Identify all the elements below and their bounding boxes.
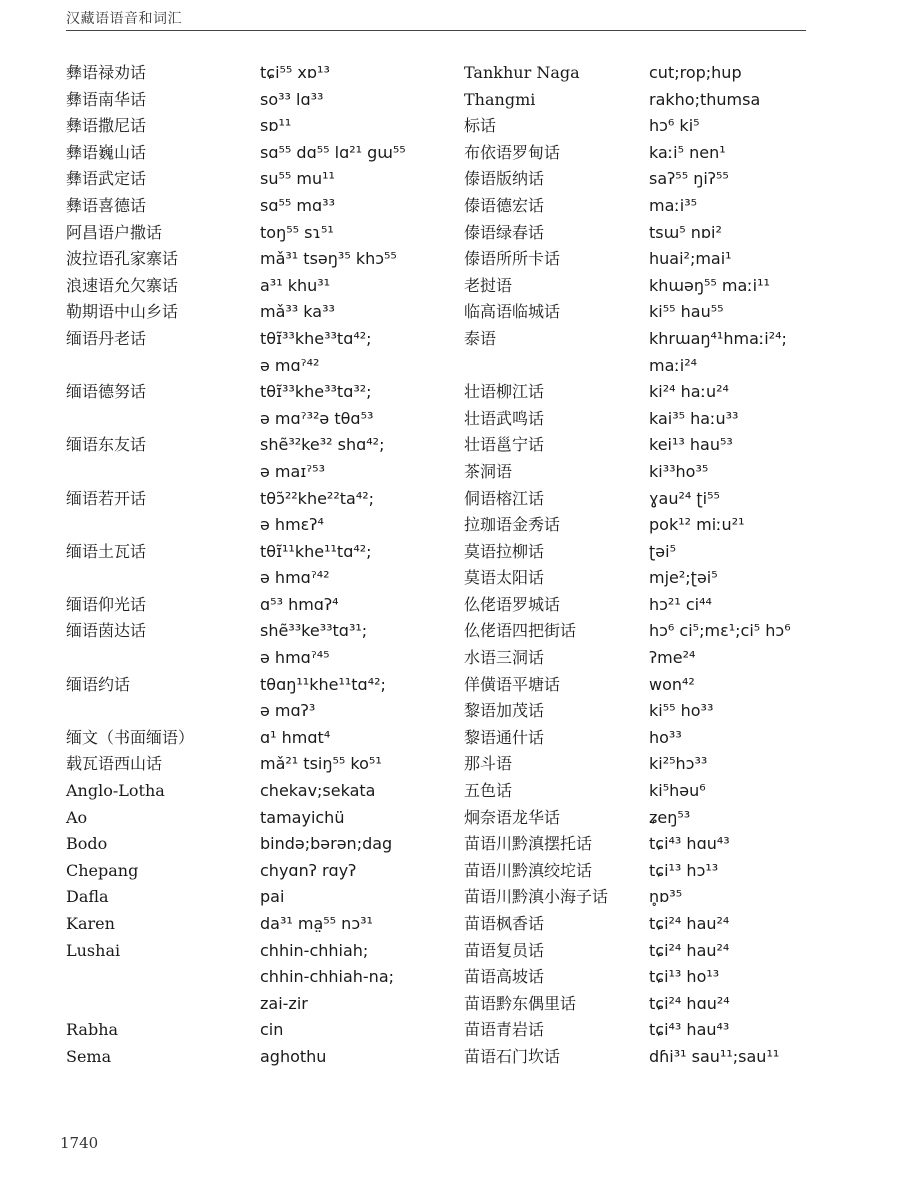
word-forms [260, 140, 406, 167]
language-name: 泰语 [464, 328, 497, 348]
language-name: 苗语石门坎话 [464, 1046, 561, 1066]
word-forms [649, 778, 706, 805]
language-name: 傣语德宏话 [464, 195, 545, 215]
language-name: 老挝语 [464, 275, 513, 295]
language-name: 黎语加茂话 [464, 701, 545, 721]
lexicon-entry [66, 831, 446, 858]
word-forms [649, 964, 719, 991]
word-forms [649, 672, 695, 699]
word-forms [260, 911, 373, 938]
word-forms [260, 193, 335, 220]
word-forms [260, 486, 374, 539]
language-name: 缅语土瓦话 [66, 541, 147, 561]
lexicon-entry [464, 539, 884, 566]
language-name: 仫佬语四把街话 [464, 621, 577, 641]
language-name: 波拉语孔家寨话 [66, 249, 179, 269]
lexicon-entry [66, 220, 446, 247]
language-name: 标话 [464, 116, 497, 136]
lexicon-entry [66, 246, 446, 273]
word-form: tamayichü [260, 807, 345, 827]
word-form: tɕi²⁴ hau²⁴ [649, 914, 730, 933]
lexicon-entry [66, 884, 446, 911]
language-name: 拉珈语金秀话 [464, 515, 561, 535]
lexicon-entry [464, 512, 884, 539]
lexicon-entry [464, 379, 884, 406]
word-form: chhin-chhiah; [260, 940, 369, 960]
language-name: 缅语丹老话 [66, 328, 147, 348]
lexicon-entry [66, 858, 446, 885]
language-name: Chepang [66, 860, 139, 880]
language-name: 侗语榕江话 [464, 488, 545, 508]
language-name: 五色话 [464, 781, 513, 801]
word-form: n̥ɒ³⁵ [649, 887, 683, 907]
lexicon-entry [464, 565, 884, 592]
lexicon-entry [66, 1017, 446, 1044]
word-forms [649, 725, 682, 752]
word-forms [260, 938, 394, 1018]
word-form: ɣau²⁴ ʈi⁵⁵ [649, 488, 720, 508]
word-forms [649, 60, 742, 87]
lexicon-entry [66, 592, 446, 619]
lexicon-entry [66, 193, 446, 220]
word-form: tɕi⁴³ hau⁴³ [649, 1020, 730, 1040]
lexicon-entry [464, 220, 884, 247]
language-name: Dafla [66, 887, 109, 907]
word-forms [649, 565, 718, 592]
lexicon-entry [464, 592, 884, 619]
lexicon-entry [464, 166, 884, 193]
word-forms [260, 805, 344, 832]
word-forms [260, 432, 384, 485]
lexicon-entry [66, 778, 446, 805]
word-form: tɕi⁴³ hɑu⁴³ [649, 834, 730, 854]
word-forms [649, 592, 712, 619]
language-name: 缅语茵达话 [66, 621, 147, 641]
word-form: hɔ⁶ ki⁵ [649, 116, 700, 136]
word-forms [260, 858, 356, 885]
lexicon-entry [464, 645, 884, 672]
word-form: da³¹ ma̤⁵⁵ nɔ³¹ [260, 914, 373, 933]
lexicon-entry [464, 778, 884, 805]
lexicon-entry [66, 539, 446, 592]
lexicon-entry [464, 193, 884, 220]
word-forms [649, 432, 733, 459]
language-name: 莫语拉柳话 [464, 541, 545, 561]
word-form: ki⁵⁵ hau⁵⁵ [649, 302, 724, 322]
word-forms [260, 539, 372, 592]
language-name: 临高语临城话 [464, 302, 561, 322]
word-form: maːi³⁵ [649, 195, 698, 215]
lexicon-entry [66, 938, 446, 1018]
word-form: ki³³ho³⁵ [649, 461, 709, 481]
lexicon-entry [66, 299, 446, 326]
lexicon-entry [464, 884, 884, 911]
word-forms [649, 299, 724, 326]
language-name: 苗语复员话 [464, 940, 545, 960]
word-form: tθɪ̃³³khe³³tɑ³²; [260, 382, 372, 402]
language-name: 彝语禄劝话 [66, 63, 147, 82]
word-form: saʔ⁵⁵ ŋiʔ⁵⁵ [649, 169, 729, 189]
lexicon-entry [464, 725, 884, 752]
language-name: Sema [66, 1046, 112, 1066]
lexicon-entry [464, 911, 884, 938]
language-name: 载瓦语西山话 [66, 754, 163, 774]
word-forms [649, 379, 729, 406]
lexicon-entry [66, 725, 446, 752]
word-form: so³³ lɑ³³ [260, 89, 324, 109]
page-number: 1740 [60, 1134, 99, 1152]
word-form: chekav;sekata [260, 781, 376, 801]
word-forms [260, 326, 372, 379]
lexicon-entry [66, 486, 446, 539]
word-form: ə mɑˀ⁴² [260, 355, 320, 375]
word-form: tɕi¹³ hɔ¹³ [649, 860, 719, 880]
word-forms [260, 1017, 283, 1044]
word-form: mǎ³¹ tsəŋ³⁵ khɔ⁵⁵ [260, 249, 397, 269]
lexicon-entry [464, 672, 884, 699]
word-form: tθɪ̃¹¹khe¹¹tɑ⁴²; [260, 541, 372, 561]
lexicon-entry [464, 751, 884, 778]
word-form: aghothu [260, 1046, 327, 1066]
word-forms [649, 166, 729, 193]
word-form: ɑ⁵³ hmɑʔ⁴ [260, 594, 339, 614]
word-form: chhin-chhiah-na; [260, 967, 395, 987]
word-forms [260, 672, 386, 725]
word-forms [649, 246, 732, 273]
word-forms [649, 140, 726, 167]
language-name: 炯奈语龙华话 [464, 807, 561, 827]
word-form: ə mɑˀ³²ə tθɑ⁵³ [260, 408, 374, 428]
word-form: sɒ¹¹ [260, 116, 292, 136]
word-form: shẽ³²ke³² shɑ⁴²; [260, 435, 385, 455]
word-form: toŋ⁵⁵ sɿ⁵¹ [260, 222, 334, 242]
word-forms [649, 113, 700, 140]
language-name: 浪速语允欠寨话 [66, 275, 179, 295]
word-forms [260, 751, 382, 778]
word-form: ki²⁴ haːu²⁴ [649, 382, 729, 402]
language-name: 那斗语 [464, 754, 513, 774]
word-form: khɯəŋ⁵⁵ maːi¹¹ [649, 275, 770, 295]
lexicon-entry [66, 166, 446, 193]
word-forms [649, 858, 718, 885]
lexicon-entry [66, 273, 446, 300]
lexicon-entry [464, 406, 884, 433]
word-form: maːi²⁴ [649, 355, 698, 375]
word-forms [260, 166, 335, 193]
word-forms [649, 618, 791, 645]
language-name: 布依语罗甸话 [464, 142, 561, 162]
word-form: chyɑnʔ rɑyʔ [260, 860, 357, 880]
lexicon-entry [464, 964, 884, 991]
language-name: 佯僙语平塘话 [464, 674, 561, 694]
language-name: Bodo [66, 834, 108, 854]
lexicon-entry [464, 140, 884, 167]
lexicon-entry [464, 486, 884, 513]
word-forms [649, 539, 676, 566]
word-forms [649, 698, 713, 725]
word-forms [649, 645, 695, 672]
word-form: dɦi³¹ sau¹¹;sau¹¹ [649, 1046, 780, 1066]
language-name: Ao [66, 807, 88, 827]
word-forms [649, 911, 729, 938]
lexicon-entry [464, 459, 884, 486]
language-name: Karen [66, 914, 115, 933]
word-forms [649, 938, 729, 965]
word-forms [649, 512, 745, 539]
lexicon-entry [464, 991, 884, 1018]
lexicon-entry [66, 87, 446, 114]
language-name: 缅语东友话 [66, 435, 147, 455]
lexicon-entry [66, 432, 446, 485]
lexicon-entry [464, 831, 884, 858]
language-name: Thangmi [464, 89, 536, 109]
word-form: ə hmɛʔ⁴ [260, 515, 324, 535]
word-forms [260, 60, 330, 87]
lexicon-entry [66, 751, 446, 778]
word-form: tɕi²⁴ hɑu²⁴ [649, 993, 730, 1013]
language-name: 壮语武鸣话 [464, 408, 545, 428]
word-form: tɕi²⁴ hau²⁴ [649, 940, 730, 960]
word-form: tθɑŋ¹¹khe¹¹tɑ⁴²; [260, 674, 386, 694]
language-name: 缅语若开话 [66, 488, 147, 508]
word-forms [649, 751, 707, 778]
language-name: 苗语川黔滇小海子话 [464, 887, 609, 907]
language-name: 苗语黔东偶里话 [464, 993, 577, 1013]
word-forms [649, 831, 730, 858]
language-name: Tankhur Naga [464, 63, 580, 82]
word-form: ki⁵⁵ ho³³ [649, 701, 714, 721]
language-name: 苗语青岩话 [464, 1020, 545, 1040]
language-name: 苗语川黔滇绞坨话 [464, 860, 593, 880]
word-forms [260, 273, 330, 300]
running-header [66, 8, 806, 38]
word-forms [260, 87, 323, 114]
language-name: 壮语邕宁话 [464, 435, 545, 455]
word-forms [649, 459, 708, 486]
word-form: su⁵⁵ mu¹¹ [260, 169, 335, 189]
lexicon-entry [464, 60, 884, 87]
word-form: pai [260, 887, 285, 907]
lexicon-entry [66, 618, 446, 671]
lexicon-entry [464, 87, 884, 114]
running-title: 汉藏语语音和词汇 [66, 11, 182, 27]
word-forms [649, 884, 682, 911]
language-name: 壮语柳江话 [464, 382, 545, 402]
word-form: pok¹² miːu²¹ [649, 515, 745, 535]
word-form: bində;bərən;dag [260, 834, 393, 854]
word-forms [649, 1044, 779, 1071]
language-name: 仫佬语罗城话 [464, 594, 561, 614]
lexicon-entry [464, 113, 884, 140]
word-form: khrɯaŋ⁴¹hmaːi²⁴; [649, 328, 787, 348]
lexicon-entry [464, 1044, 884, 1071]
word-form: tθɪ̃³³khe³³tɑ⁴²; [260, 328, 372, 348]
lexicon-entry [464, 246, 884, 273]
word-form: kei¹³ hau⁵³ [649, 435, 733, 455]
lexicon-entry [66, 805, 446, 832]
word-form: a³¹ khu³¹ [260, 275, 331, 295]
lexicon-entry [66, 1044, 446, 1071]
word-forms [260, 831, 392, 858]
language-name: 缅语约话 [66, 674, 131, 694]
word-form: ə hmɑˀ⁴⁵ [260, 648, 330, 668]
word-form: cut;rop;hup [649, 63, 742, 82]
word-forms [260, 884, 284, 911]
lexicon-entry [66, 326, 446, 379]
word-forms [260, 618, 367, 671]
language-name: 苗语高坡话 [464, 967, 545, 987]
language-name: 缅语仰光话 [66, 594, 147, 614]
lexicon-entry [464, 299, 884, 326]
word-forms [260, 379, 373, 432]
language-name: Lushai [66, 940, 121, 960]
word-form: cin [260, 1020, 284, 1040]
word-form: kaːi⁵ nen¹ [649, 142, 726, 162]
word-form: ʑeŋ⁵³ [649, 807, 691, 827]
word-form: tsɯ⁵ nɒi² [649, 222, 722, 242]
word-form: ə hmɑˀ⁴² [260, 568, 330, 588]
word-forms [649, 326, 787, 379]
word-forms [260, 1044, 326, 1071]
language-name: 彝语南华话 [66, 89, 147, 109]
word-form: ki²⁵hɔ³³ [649, 754, 708, 774]
word-form: ə mɑʔ³ [260, 701, 316, 721]
word-forms [649, 805, 690, 832]
lexicon-entry [66, 379, 446, 432]
language-name: 勒期语中山乡话 [66, 302, 179, 322]
language-name: Rabha [66, 1020, 119, 1040]
word-form: sɑ⁵⁵ dɑ⁵⁵ lɑ²¹ gɯ⁵⁵ [260, 142, 406, 162]
lexicon-entry [464, 805, 884, 832]
language-name: 彝语巍山话 [66, 142, 147, 162]
word-form: ki⁵həu⁶ [649, 781, 706, 801]
word-forms [260, 220, 334, 247]
word-form: mǎ²¹ tsiŋ⁵⁵ ko⁵¹ [260, 754, 382, 774]
language-name: 茶洞语 [464, 461, 513, 481]
lexicon-entry [464, 938, 884, 965]
word-form: ə maɪˀ⁵³ [260, 461, 326, 481]
word-forms [260, 725, 330, 752]
word-form: zai-zir [260, 993, 308, 1013]
right-column [464, 60, 884, 1071]
language-name: 彝语武定话 [66, 169, 147, 189]
word-form: rakho;thumsa [649, 89, 761, 109]
word-form: hɔ²¹ ci⁴⁴ [649, 594, 712, 614]
word-forms [649, 991, 730, 1018]
language-name: 莫语太阳话 [464, 568, 545, 588]
lexicon-entry [66, 672, 446, 725]
language-name: 彝语撒尼话 [66, 116, 147, 136]
language-name: 苗语川黔滇摆托话 [464, 834, 593, 854]
lexicon-entry [464, 618, 884, 645]
language-name: 傣语所所卡话 [464, 249, 561, 269]
lexicon-entry [464, 273, 884, 300]
word-form: hɔ⁶ ci⁵;mɛ¹;ci⁵ hɔ⁶ [649, 621, 791, 641]
word-forms [260, 246, 397, 273]
left-column [66, 60, 446, 1071]
language-name: 黎语通什话 [464, 727, 545, 747]
word-forms [649, 87, 760, 114]
lexicon-entry [464, 326, 884, 379]
word-forms [649, 1017, 729, 1044]
word-form: ɑ¹ hmɑt⁴ [260, 727, 331, 747]
word-form: sɑ⁵⁵ mɑ³³ [260, 195, 335, 215]
word-form: ho³³ [649, 727, 682, 747]
word-forms [260, 299, 335, 326]
language-name: 缅文（书面缅语） [66, 727, 195, 747]
header-rule [66, 30, 806, 31]
word-form: kai³⁵ haːu³³ [649, 408, 739, 428]
word-form: tθɔ̃²²khe²²ta⁴²; [260, 488, 375, 508]
word-form: shẽ³³ke³³tɑ³¹; [260, 621, 368, 641]
word-forms [260, 113, 291, 140]
language-name: 傣语版纳话 [464, 169, 545, 189]
lexicon-entry [464, 858, 884, 885]
language-name: 水语三洞话 [464, 648, 545, 668]
lexicon-entry [464, 698, 884, 725]
lexicon-entry [66, 911, 446, 938]
lexicon-entry [66, 113, 446, 140]
word-form: tɕi¹³ ho¹³ [649, 967, 720, 987]
lexicon-entry [66, 60, 446, 87]
word-form: ʔme²⁴ [649, 648, 696, 668]
word-form: mje²;ʈəi⁵ [649, 568, 718, 588]
word-form: ʈəi⁵ [649, 541, 676, 561]
word-forms [260, 592, 339, 619]
lexicon-entry [464, 1017, 884, 1044]
word-forms [649, 273, 770, 300]
word-form: mǎ³³ ka³³ [260, 302, 335, 322]
lexicon-entry [66, 140, 446, 167]
word-forms [649, 193, 697, 220]
word-forms [260, 778, 375, 805]
language-name: 苗语枫香话 [464, 914, 545, 933]
language-name: 缅语德努话 [66, 382, 147, 402]
word-form: won⁴² [649, 674, 695, 694]
word-forms [649, 486, 720, 513]
language-name: 傣语绿春话 [464, 222, 545, 242]
word-form: tɕi⁵⁵ xɒ¹³ [260, 63, 330, 82]
language-name: Anglo-Lotha [66, 781, 165, 801]
word-form: huai²;mai¹ [649, 249, 732, 269]
word-forms [649, 220, 722, 247]
lexicon-entry [464, 432, 884, 459]
word-forms [649, 406, 738, 433]
language-name: 彝语喜德话 [66, 195, 147, 215]
language-name: 阿昌语户撒话 [66, 222, 163, 242]
